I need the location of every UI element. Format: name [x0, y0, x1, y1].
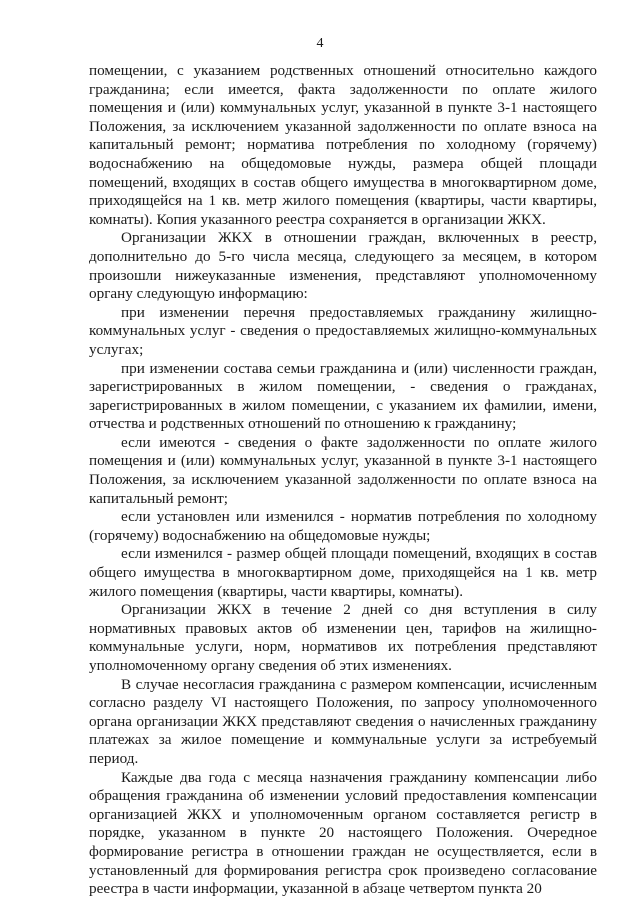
list-item-paragraph: при изменении перечня предоставляемых гражданину жилищно-коммунальных услуг - сведения о предоставляемых жилищно-коммунальных услугах; [89, 303, 597, 358]
paragraph: Организации ЖКХ в течение 2 дней со дня вступления в силу нормативных правовых актов об изменении цен, тарифов на жилищно-коммунальные услуги, норм, нормативов их потребления представляют уполномоченному органу сведения об этих изменениях. [89, 601, 597, 674]
list-item-paragraph: если изменился - размер общей площади помещений, входящих в состав общего имущества в многоквартирном доме, приходящейся на 1 кв. метр жилого помещения (квартиры, части квартиры, комнаты). [89, 545, 597, 600]
paragraph: Каждые два года с месяца назначения гражданину компенсации либо обращения гражданина об изменении условий предоставления компенсации организацией ЖКХ и уполномоченным органом составляется регистр в порядке, указанном в пункте 20 настоящего Положения. Очередное формирование регистра в отношении граждан не осуществляется, если в установленный для формирования регистра срок произведено согласование реестра в части информации, указанной в абзаце четвертом пункта 20 [89, 768, 597, 898]
paragraph: В случае несогласия гражданина с размером компенсации, исчисленным согласно разделу VI настоящего Положения, по запросу уполномоченного органа организации ЖКХ представляют сведения о начисленных гражданину платежах за жилое помещение и коммунальные услуги за истребуемый период. [89, 675, 597, 767]
document-body [89, 62, 597, 899]
list-item-paragraph: при изменении состава семьи гражданина и (или) численности граждан, зарегистрированных в жилом помещении, - сведения о гражданах, зарегистрированных в жилом помещении, с указанием их фамилии, имени, отчества и родственных отношений по отношению к гражданину; [89, 359, 597, 433]
page-number: 4 [316, 36, 324, 51]
paragraph: Организации ЖКХ в отношении граждан, включенных в реестр, дополнительно до 5-го числа месяца, следующего за месяцем, в котором произошли нижеуказанные изменения, представляют уполномоченному органу следующую информацию: [89, 229, 597, 303]
paragraph-continued: помещении, с указанием родственных отношений относительно каждого гражданина; если имеется, факта задолженности по оплате жилого помещения и (или) коммунальных услуг, указанной в пункте 3-1 настоящего Положения, за исключением указанной задолженности по оплате взноса на капитальный ремонт; норматива потребления по холодному (горячему) водоснабжению на общедомовые нужды, размера общей площади помещений, входящих в состав общего имущества в многоквартирном доме, приходящейся на 1 кв. метр жилого помещения (квартиры, части квартиры, комнаты). Копия указанного реестра сохраняется в организации ЖКХ. [89, 62, 597, 228]
list-item-paragraph: если имеются - сведения о факте задолженности по оплате жилого помещения и (или) коммунальных услуг, указанной в пункте 3-1 настоящего Положения, за исключением указанной задолженности по оплате взноса на капитальный ремонт; [89, 433, 597, 507]
list-item-paragraph: если установлен или изменился - норматив потребления по холодному (горячему) водоснабжению на общедомовые нужды; [89, 508, 597, 544]
